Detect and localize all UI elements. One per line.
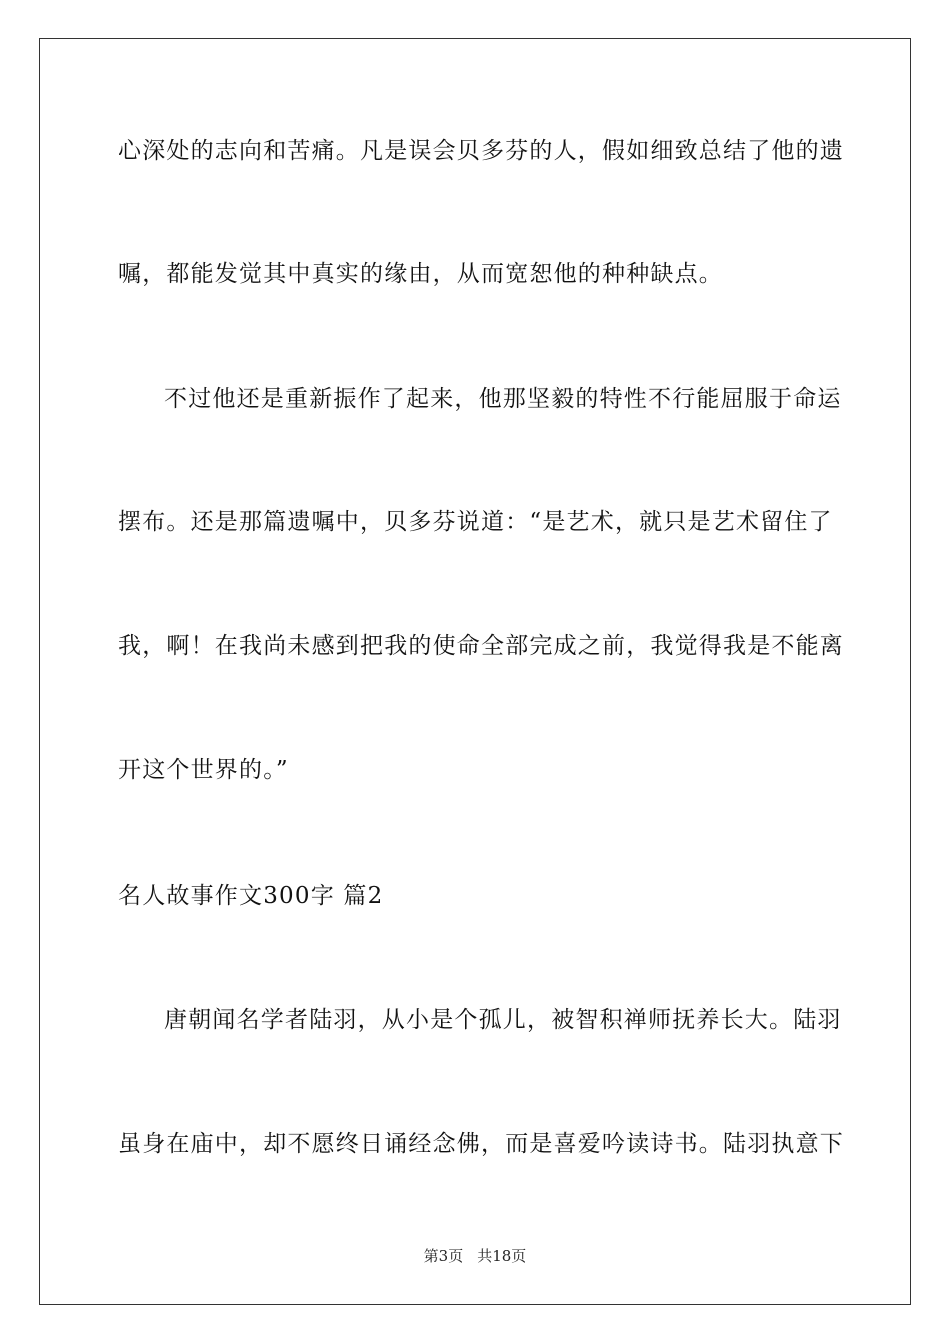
paragraph-line-7: 唐朝闻名学者陆羽，从小是个孤儿，被智积禅师抚养长大。陆羽: [164, 1007, 842, 1033]
page-border: [39, 38, 911, 1305]
paragraph-line-1: 心深处的志向和苦痛。凡是误会贝多芬的人，假如细致总结了他的遗: [118, 138, 844, 164]
paragraph-line-2: 嘱，都能发觉其中真实的缘由，从而宽恕他的种种缺点。: [118, 261, 723, 287]
page-number: 第3页: [423, 1247, 464, 1265]
page-footer: [0, 1246, 950, 1266]
paragraph-line-5: 我，啊！在我尚未感到把我的使命全部完成之前，我觉得我是不能离: [118, 633, 844, 659]
paragraph-line-6: 开这个世界的。”: [118, 757, 289, 783]
paragraph-line-3: 不过他还是重新振作了起来，他那坚毅的特性不行能屈服于命运: [164, 386, 842, 412]
paragraph-line-4: 摆布。还是那篇遗嘱中，贝多芬说道：“是艺术，就只是艺术留住了: [118, 509, 833, 535]
paragraph-line-8: 虽身在庙中，却不愿终日诵经念佛，而是喜爱吟读诗书。陆羽执意下: [118, 1131, 844, 1157]
section-heading: 名人故事作文300字 篇2: [118, 883, 384, 909]
page-total: 共18页: [477, 1247, 527, 1265]
